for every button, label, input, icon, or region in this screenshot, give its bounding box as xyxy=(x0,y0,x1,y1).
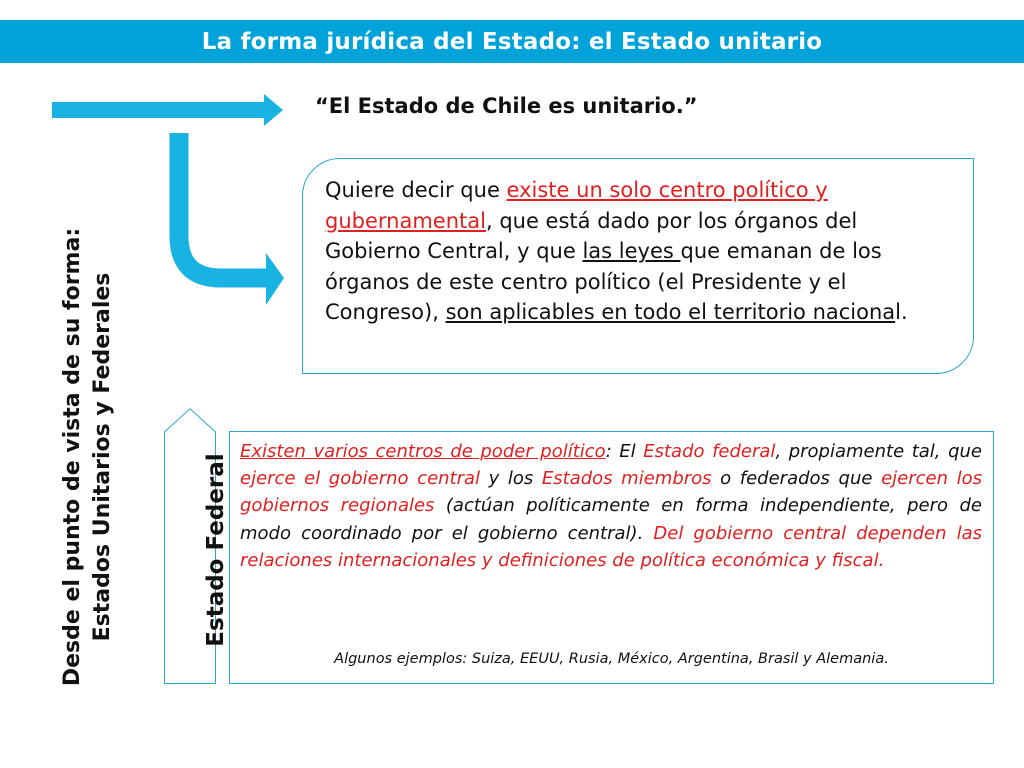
federal-text-part: o federados que xyxy=(711,468,882,490)
federal-highlight: ejercen los gobiernos regionales xyxy=(240,468,982,517)
unitary-text-part: que emanan de los órganos de este centro político (el Presidente y el Congreso), xyxy=(325,239,882,325)
vertical-heading xyxy=(58,187,118,727)
unitary-highlight-center: existe un solo centro político y gubernamental xyxy=(325,178,828,233)
arrow-to-definition xyxy=(179,133,284,305)
federal-text-part: : El xyxy=(605,441,644,462)
unitary-underline-territory: son aplicables en todo el territorio naciona xyxy=(445,300,896,325)
federal-definition-text xyxy=(240,438,982,574)
federal-examples: Algunos ejemplos: Suiza, EEUU, Rusia, México, Argentina, Brasil y Alemania. xyxy=(334,651,889,667)
vertical-heading-line2: Estados Unitarios y Federales xyxy=(90,272,115,642)
federal-definition-box xyxy=(229,431,994,684)
federal-highlight-centers: Existen varios centros de poder político xyxy=(240,441,606,462)
federal-highlight: Del gobierno central dependen las relaciones internacionales y definiciones de política económica y fiscal. xyxy=(240,522,982,571)
federal-highlight: ejerce el gobierno central xyxy=(240,468,481,490)
federal-text-part: y los xyxy=(480,468,542,490)
arrow-to-quote xyxy=(52,94,283,126)
unitary-text-part: , que está dado por los órganos del Gobierno Central, y que xyxy=(325,208,858,264)
slide-title: La forma jurídica del Estado: el Estado unitario xyxy=(201,28,823,55)
unitary-text-part: Quiere decir que xyxy=(325,178,507,202)
vertical-heading-line1: Desde el punto de vista de su forma: xyxy=(60,227,85,687)
unitary-definition-box xyxy=(302,158,974,374)
federal-text-part: (actúan políticamente en forma independiente, pero de modo coordinado por el gobierno central). xyxy=(240,495,982,544)
unitary-text-part: l. xyxy=(895,300,908,325)
federal-highlight: Estado federal xyxy=(643,441,776,462)
chile-quote: “El Estado de Chile es unitario.” xyxy=(315,94,698,118)
unitary-definition-text xyxy=(325,175,950,328)
federal-label: Estado Federal xyxy=(203,453,229,647)
unitary-underline-laws: las leyes xyxy=(582,239,681,264)
federal-highlight: Estados miembros xyxy=(541,468,712,490)
federal-text-part: , propiamente tal, que xyxy=(775,441,982,462)
